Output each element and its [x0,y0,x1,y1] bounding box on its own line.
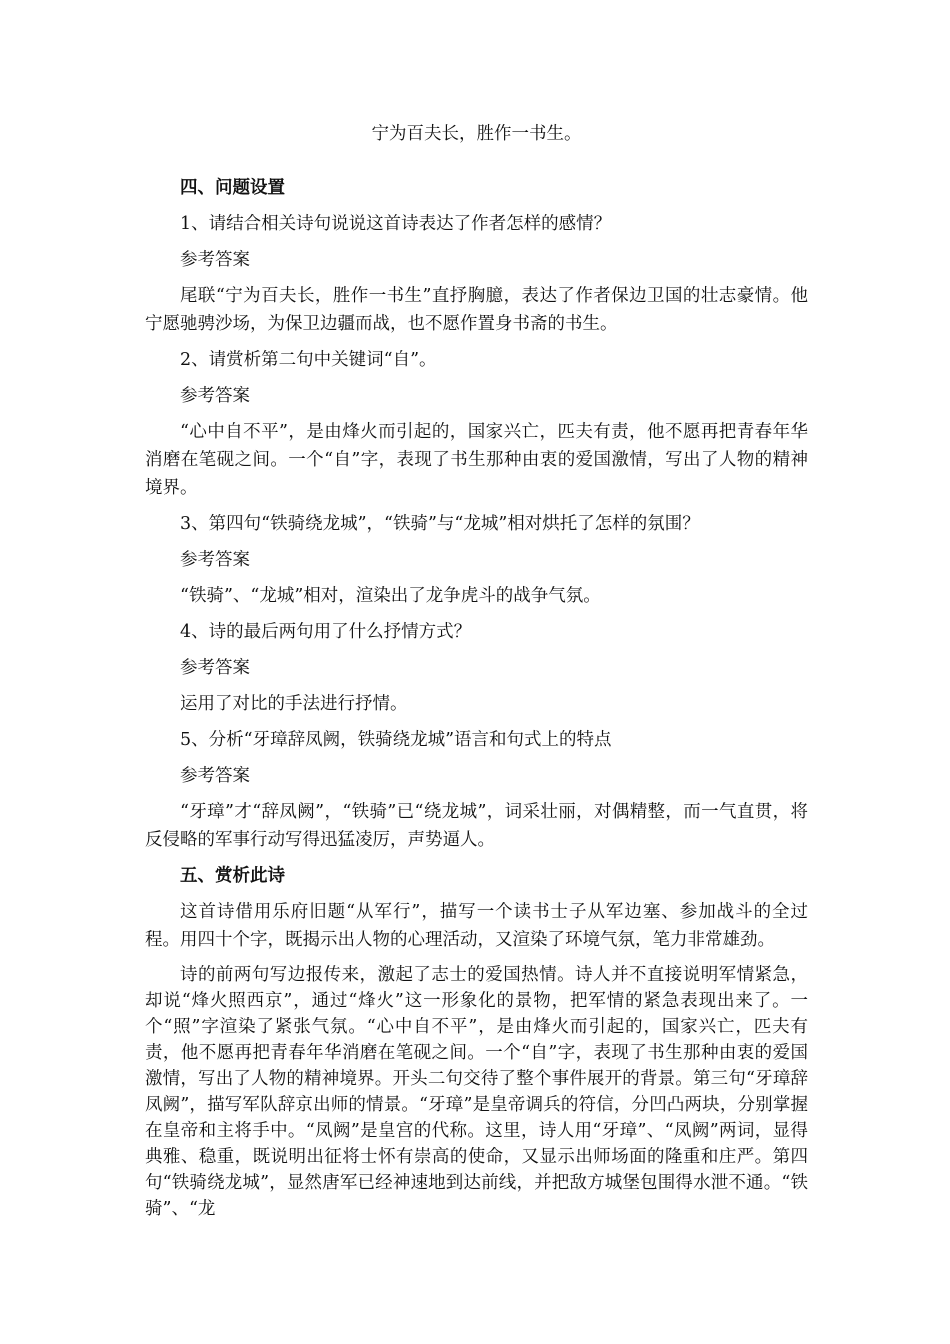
document-body [145,120,808,1230]
answer-label-1: 参考答案 [180,250,250,270]
answer-2: “心中自不平”，是由烽火而引起的，国家兴亡，匹夫有责，他不愿再把青春年华消磨在笔砚之间。一个“自”字，表现了书生那种由衷的爱国激情，写出了人物的精神境界。 [145,422,808,498]
analysis-paragraph-2: 诗的前两句写边报传来，激起了志士的爱国热情。诗人并不直接说明军情紧急，却说“烽火照西京”，通过“烽火”这一形象化的景物，把军情的紧急表现出来了。一个“照”字渲染了紧张气氛。“心中自不平”，是由烽火而引起的，国家兴亡，匹夫有责，他不愿再把青春年华消磨在笔砚之间。一个“自”字，表现了书生那种由衷的爱国激情，写出了人物的精神境界。开头二句交待了整个事件展开的背景。第三句“牙璋辞凤阙”，描写军队辞京出师的情景。“牙璋”是皇帝调兵的符信，分凹凸两块，分别掌握在皇帝和主将手中。“凤阙”是皇宫的代称。这里，诗人用“牙璋”、“凤阙”两词，显得典雅、稳重，既说明出征将士怀有崇高的使命，又显示出师场面的隆重和庄严。第四句“铁骑绕龙城”，显然唐军已经神速地到达前线，并把敌方城堡包围得水泄不通。“铁骑”、“龙 [145,965,808,1219]
question-5: 5、分析“牙璋辞凤阙，铁骑绕龙城”语言和句式上的特点 [180,730,612,750]
poem-last-line: 宁为百夫长，胜作一书生。 [371,124,582,144]
answer-4: 运用了对比的手法进行抒情。 [180,694,408,714]
answer-label-2: 参考答案 [180,386,250,406]
answer-1: 尾联“宁为百夫长，胜作一书生”直抒胸臆，表达了作者保边卫国的壮志豪情。他宁愿驰骋沙场，为保卫边疆而战，也不愿作置身书斋的书生。 [145,286,808,334]
answer-label-4: 参考答案 [180,658,250,678]
question-1: 1、请结合相关诗句说说这首诗表达了作者怎样的感情？ [180,214,612,234]
section-4-title: 四、问题设置 [180,178,285,198]
section-5-title: 五、赏析此诗 [180,866,285,886]
answer-5: “牙璋”才“辞凤阙”，“铁骑”已“绕龙城”，词采壮丽，对偶精整，而一气直贯，将反侵略的军事行动写得迅猛凌厉，声势逼人。 [145,802,808,850]
answer-label-5: 参考答案 [180,766,250,786]
analysis-paragraph-1: 这首诗借用乐府旧题“从军行”，描写一个读书士子从军边塞、参加战斗的全过程。用四十个字，既揭示出人物的心理活动，又渲染了环境气氛，笔力非常雄劲。 [145,902,808,950]
question-4: 4、诗的最后两句用了什么抒情方式？ [180,622,472,642]
answer-label-3: 参考答案 [180,550,250,570]
question-3: 3、第四句“铁骑绕龙城”，“铁骑”与“龙城”相对烘托了怎样的氛围？ [180,514,700,534]
question-2: 2、请赏析第二句中关键词“自”。 [180,350,437,370]
answer-3: “铁骑”、“龙城”相对，渲染出了龙争虎斗的战争气氛。 [180,586,601,606]
